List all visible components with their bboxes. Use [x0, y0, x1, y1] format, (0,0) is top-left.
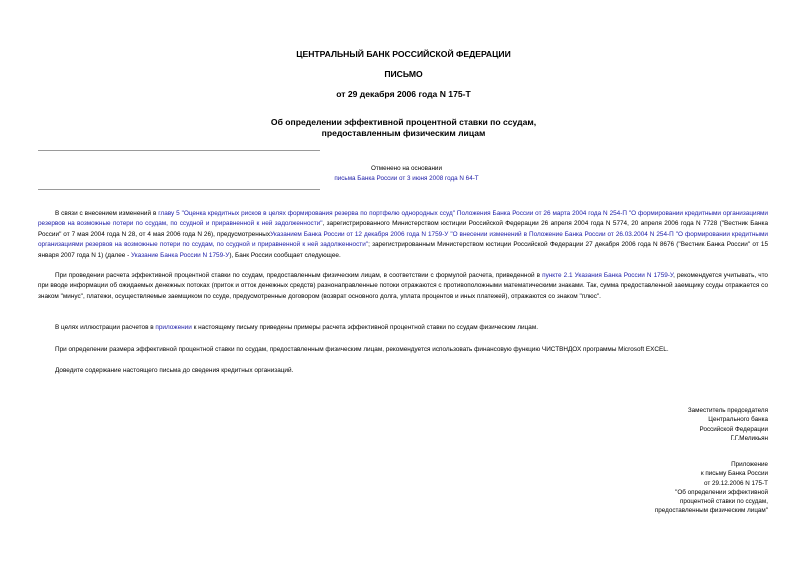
signer-position-1: Заместитель председателя	[687, 407, 768, 414]
link-clause-2-1[interactable]: пункте 2.1 Указания Банка России N 1759-У	[542, 272, 674, 279]
link-directive-1759u[interactable]: Указанием Банка России от 12 декабря 2006 года N 1759-У "О внесении изменений в Положение Банка России от 26.03.2004 N 254-П "О формировании кредитными организациями резервов на возможные потери по ссудам, по ссудной и приравненной к ней задолженности"	[38, 230, 768, 249]
divider-bottom	[38, 189, 320, 190]
paragraph-5	[38, 366, 768, 376]
appendix-line-1: Приложение	[731, 461, 768, 468]
divider-top	[38, 150, 320, 151]
appendix-header	[548, 460, 768, 516]
paragraph-1	[38, 209, 768, 261]
paragraph-3	[38, 323, 768, 333]
paragraph-5-text: Доведите содержание настоящего письма до сведения кредитных организаций.	[55, 367, 294, 374]
text: к настоящему письму приведены примеры расчета эффективной процентной ставки по ссудам физическим лицам.	[191, 324, 539, 331]
paragraph-4	[38, 345, 768, 355]
document-subject	[0, 117, 807, 139]
signer-position-3: Российской Федерации	[699, 425, 768, 433]
text: В целях иллюстрации расчетов в	[55, 324, 156, 331]
subject-line-1: Об определении эффективной процентной ставки по ссудам,	[270, 117, 537, 127]
cancellation-text: Отменено на основании	[371, 165, 442, 172]
document-type: ПИСЬМО	[384, 69, 423, 79]
text: , рекомендуется учитывать, что при вводе информации об ожидаемых денежных потоках (приток и отток денежных средств) разнонаправленные потоки отражаются с противоположными математическими знаками. Так, сумма предоставленной заемщику ссуды отражается со знаком "минус", платежи, осуществляемые заемщиком по ссуде, предусмотренные договором (возврат основного долга, уплата процентов и иных платежей), отражаются со знаком "плюс".	[38, 272, 768, 300]
appendix-line-4: "Об определении эффективной	[675, 488, 768, 496]
text: ), Банк России сообщает следующее.	[229, 251, 341, 259]
appendix-line-6: предоставленным физическим лицам"	[654, 507, 768, 515]
link-appendix[interactable]: приложении	[155, 324, 192, 331]
appendix-line-3: от 29.12.2006 N 175-Т	[703, 479, 768, 487]
link-chapter-5[interactable]: главу 5 "Оценка кредитных рисков в целях формирования резерва по портфелю однородных ссуд" Положения Банка России от 26 марта 2004 года N 254-П "О формировании кредитными организациями резервов на возможные потери по ссудам, по ссудной и приравненной к ней задолженности"	[38, 210, 768, 228]
issuer-title: ЦЕНТРАЛЬНЫЙ БАНК РОССИЙСКОЙ ФЕДЕРАЦИИ	[296, 49, 511, 59]
cancellation-link[interactable]: письма Банка России от 3 июня 2008 года N 64-Т	[334, 175, 479, 182]
paragraph-2	[38, 271, 768, 302]
document-date-number: от 29 декабря 2006 года N 175-Т	[336, 89, 471, 99]
link-directive-1759u-short[interactable]: Указание Банка России N 1759-У	[131, 251, 230, 259]
cancellation-note	[290, 164, 523, 184]
appendix-line-2: к письму Банка России	[700, 470, 768, 478]
signer-name: Г.Г.Меликьян	[730, 434, 768, 442]
text: В связи с внесением изменений в	[55, 210, 159, 217]
paragraph-4-text: При определении размера эффективной процентной ставки по ссудам, предоставленным физическим лицам, рекомендуется использовать финансовую функцию ЧИСТВНДОХ программы Microsoft EXCEL.	[55, 346, 669, 353]
signature-block	[568, 406, 768, 443]
text: ; зарегистрированным Министерством юстиции Российской Федерации 27 декабря 2006 года N 8676 ("Вестник Банка России" от 15 января 2007 года N 1) (далее -	[38, 241, 768, 259]
text: , зарегистрированного Министерством юстиции Российской Федерации 26 апреля 2004 года N 5774, 20 апреля 2006 года N 7728 ("Вестник Банка России" от 7 мая 2004 года N 28, от 4 мая 2006 года N 26), предусмотренных	[38, 220, 768, 238]
subject-line-2: предоставленным физическим лицам	[321, 128, 486, 138]
signer-position-2: Центрального банка	[708, 416, 768, 424]
text: При проведении расчета эффективной процентной ставки по ссудам, предоставленным физическим лицам, в соответствии с формулой расчета, приведенной в	[55, 272, 543, 279]
appendix-line-5: процентной ставки по ссудам,	[679, 498, 768, 506]
